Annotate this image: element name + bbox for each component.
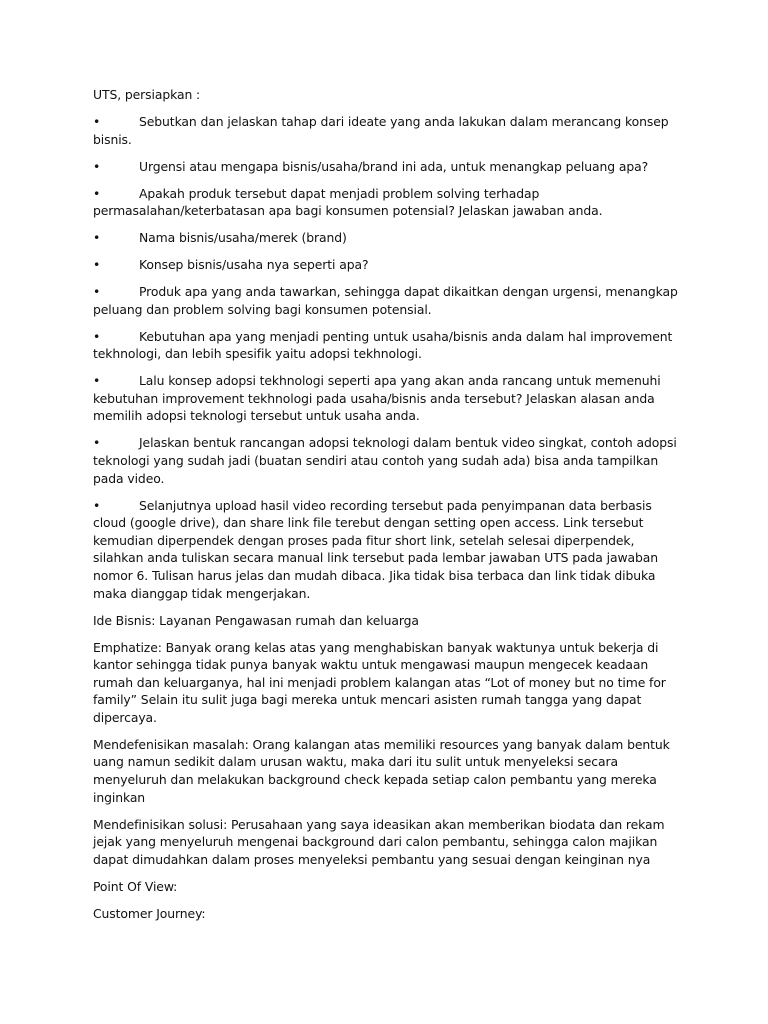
- bullet-icon: •: [93, 230, 101, 246]
- bullet-icon: •: [93, 284, 101, 300]
- customer-journey-label: Customer Journey:: [93, 905, 206, 921]
- bullet-item: [93, 158, 683, 176]
- bullet-text: Konsep bisnis/usaha nya seperti apa?: [139, 257, 369, 273]
- bullet-text: Apakah produk tersebut dapat menjadi problem solving terhadap permasalahan/keterbatasan apa bagi konsumen potensial? Jelaskan jawaban anda.: [93, 185, 603, 219]
- bullet-item: [93, 283, 683, 318]
- point-of-view-label: Point Of View:: [93, 878, 178, 894]
- bullet-icon: •: [93, 185, 101, 201]
- bullet-icon: •: [93, 328, 101, 344]
- bullet-text: Produk apa yang anda tawarkan, sehingga dapat dikaitkan dengan urgensi, menangkap peluang dan problem solving bagi konsumen potensial.: [93, 284, 678, 317]
- emphatize-paragraph: Emphatize: Banyak orang kelas atas yang menghabiskan banyak waktunya untuk bekerja di kantor sehingga tidak punya banyak waktu untuk mengawasi maupun mengecek keadaan rumah dan keluarganya, hal ini menjadi problem kalangan atas “Lot of money but no time for family” Selain itu sulit juga bagi mereka untuk mencari asisten rumah tangga yang dapat dipercaya.: [93, 639, 666, 725]
- bullet-text: Nama bisnis/usaha/merek (brand): [139, 230, 347, 246]
- document-heading: UTS, persiapkan :: [93, 87, 201, 102]
- bullet-icon: •: [93, 435, 101, 451]
- bullet-item: [93, 185, 683, 220]
- bullet-text: Lalu konsep adopsi tekhnologi seperti apa yang akan anda rancang untuk memenuhi kebutuhan improvement tekhnologi pada usaha/bisnis anda tersebut? Jelaskan alasan anda memilih adopsi teknologi tersebut untuk usaha anda.: [93, 373, 661, 424]
- bullet-icon: •: [93, 257, 101, 273]
- bullet-icon: •: [93, 113, 101, 129]
- bullet-text: Selanjutnya upload hasil video recording tersebut pada penyimpanan data berbasis cloud (google drive), dan share link file terebut dengan setting open access. Link tersebut kemudian diperpendek dengan proses pada fitur short link, setelah selesai diperpendek, silahkan anda tuliskan secara manual link tersebut pada lembar jawaban UTS pada jawaban nomor 6. Tulisan harus jelas dan mudah dibaca. Jika tidak bisa terbaca dan link tidak dibuka maka dianggap tidak mengerjakan.: [93, 497, 659, 601]
- bullet-item: [93, 328, 683, 363]
- bullet-text: Sebutkan dan jelaskan tahap dari ideate yang anda lakukan dalam merancang konsep bisnis.: [93, 113, 669, 147]
- bullet-text: Jelaskan bentuk rancangan adopsi teknologi dalam bentuk video singkat, contoh adopsi teknologi yang sudah jadi (buatan sendiri atau contoh yang sudah ada) bisa anda tampilkan pada video.: [93, 435, 677, 486]
- bullet-item: [93, 372, 683, 425]
- business-idea-paragraph: Ide Bisnis: Layanan Pengawasan rumah dan keluarga: [93, 612, 419, 628]
- bullet-item: [93, 497, 683, 603]
- bullet-item: [93, 113, 683, 148]
- problem-definition-paragraph: Mendefenisikan masalah: Orang kalangan atas memiliki resources yang banyak dalam bentuk uang namun sedikit dalam urusan waktu, maka dari itu sulit untuk menyeleksi secara menyeluruh dan melakukan background check kepada setiap calon pembantu yang mereka inginkan: [93, 736, 670, 805]
- bullet-item: [93, 256, 683, 274]
- bullet-text: Kebutuhan apa yang menjadi penting untuk usaha/bisnis anda dalam hal improvement tekhnologi, dan lebih spesifik yaitu adopsi tekhnologi.: [93, 328, 673, 362]
- bullet-item: [93, 434, 683, 487]
- bullet-icon: •: [93, 497, 101, 513]
- bullet-icon: •: [93, 158, 101, 174]
- bullet-text: Urgensi atau mengapa bisnis/usaha/brand ini ada, untuk menangkap peluang apa?: [139, 158, 649, 174]
- document-body: [93, 86, 683, 932]
- bullet-item: [93, 229, 683, 247]
- solution-definition-paragraph: Mendefinisikan solusi: Perusahaan yang saya ideasikan akan memberikan biodata dan rekam jejak yang menyeluruh mengenai background dari calon pembantu, sehingga calon majikan dapat dimudahkan dalam proses menyeleksi pembantu yang sesuai dengan keinginan nya: [93, 816, 665, 867]
- bullet-icon: •: [93, 373, 101, 389]
